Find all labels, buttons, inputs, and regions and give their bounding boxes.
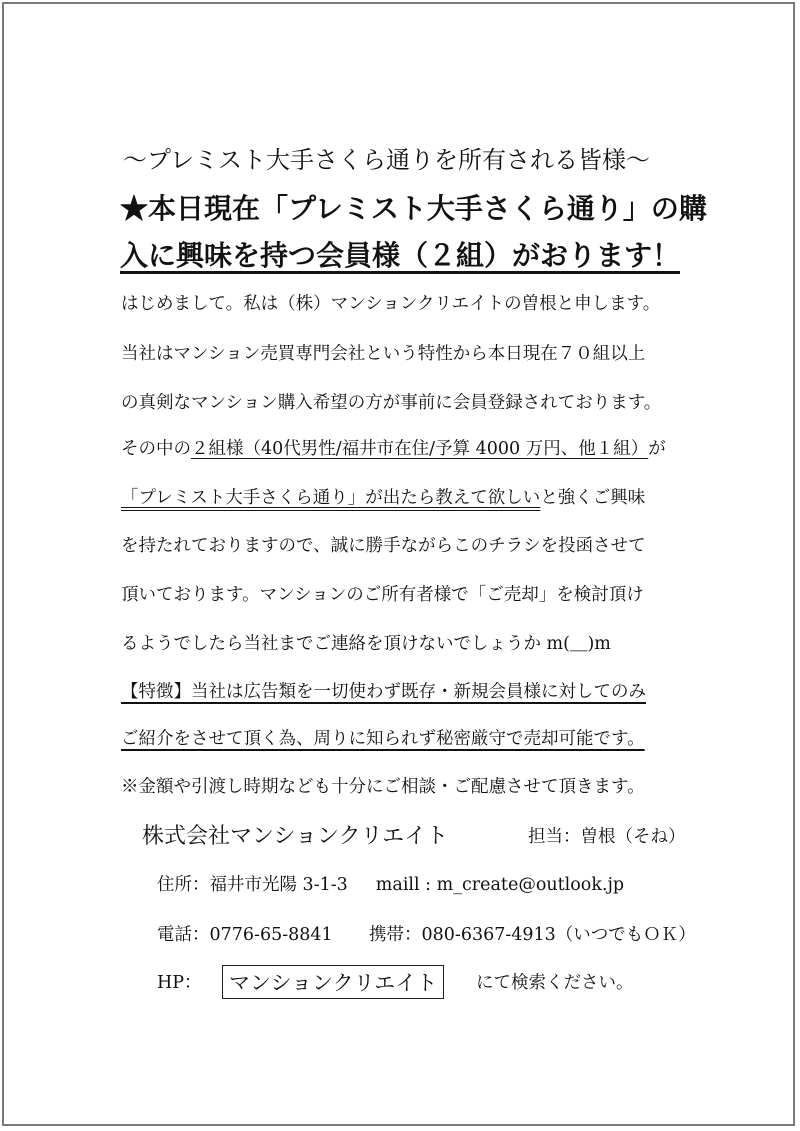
homepage-label: HP： (157, 973, 202, 993)
headline-line-1: ★本日現在「プレミスト大手さくら通り」の購 (120, 192, 707, 225)
contact-person: 担当：曽根（そね） (528, 827, 686, 847)
phone-number: 電話：0776-65-8841 (157, 925, 333, 945)
homepage-search-instruction: にて検索ください。 (476, 973, 634, 993)
body-line-5 (121, 490, 645, 508)
headline-line-2 (120, 239, 681, 272)
body-line-6: を持たれておりますので、誠に勝手ながらこのチラシを投函させて (121, 536, 646, 556)
feature-line-1 (121, 684, 646, 702)
feature-line-1-text: 【特徴】当社は広告類を一切使わず既存・新規会員様に対してのみ (121, 682, 646, 702)
note-line: ※金額や引渡し時期なども十分にご相談・ご配慮させて頂きます。 (121, 777, 645, 797)
body-line-4 (121, 441, 666, 459)
body-line-1: はじめまして。私は（株）マンションクリエイトの曽根と申します。 (121, 294, 661, 314)
flyer-subtitle: ～プレミスト大手さくら通りを所有される皆様～ (123, 146, 651, 174)
buyer-detail-underlined: ２組様（40代男性/福井市在住/予算 4000 万円、他１組） (191, 439, 649, 459)
email-text: maill : m_create@outlook.jp (375, 875, 625, 895)
body-line-4-prefix: その中の (121, 439, 191, 459)
company-name: 株式会社マンションクリエイト (142, 824, 449, 849)
body-line-4-suffix: が (648, 439, 666, 459)
headline-line-2-text: 入に興味を持つ会員様（２組）がおります！ (120, 239, 681, 272)
body-line-3: の真剣なマンション購入希望の方が事前に会員登録されております。 (121, 393, 662, 413)
address-line (157, 877, 624, 895)
body-line-2: 当社はマンション売買専門会社という特性から本日現在７０組以上 (121, 344, 646, 364)
buyer-request-underlined: 「プレミスト大手さくら通り」が出たら教えて欲しい (121, 488, 541, 508)
body-line-8: るようでしたら当社までご連絡を頂けないでしょうか m(＿)m (121, 634, 611, 654)
address-text: 住所：福井市光陽 3-1-3 (157, 875, 348, 895)
body-line-5-suffix: と強くご興味 (540, 488, 646, 508)
mobile-number: 携帯：080-6367-4913（いつでもＯＫ） (369, 925, 696, 945)
body-line-7: 頂いております。マンションのご所有者様で「ご売却」を検討頂け (121, 585, 644, 605)
homepage-search-box: マンションクリエイト (222, 965, 444, 999)
feature-line-2 (121, 731, 645, 749)
feature-line-2-text: ご紹介をさせて頂く為、周りに知られず秘密厳守で売却可能です。 (121, 729, 645, 749)
